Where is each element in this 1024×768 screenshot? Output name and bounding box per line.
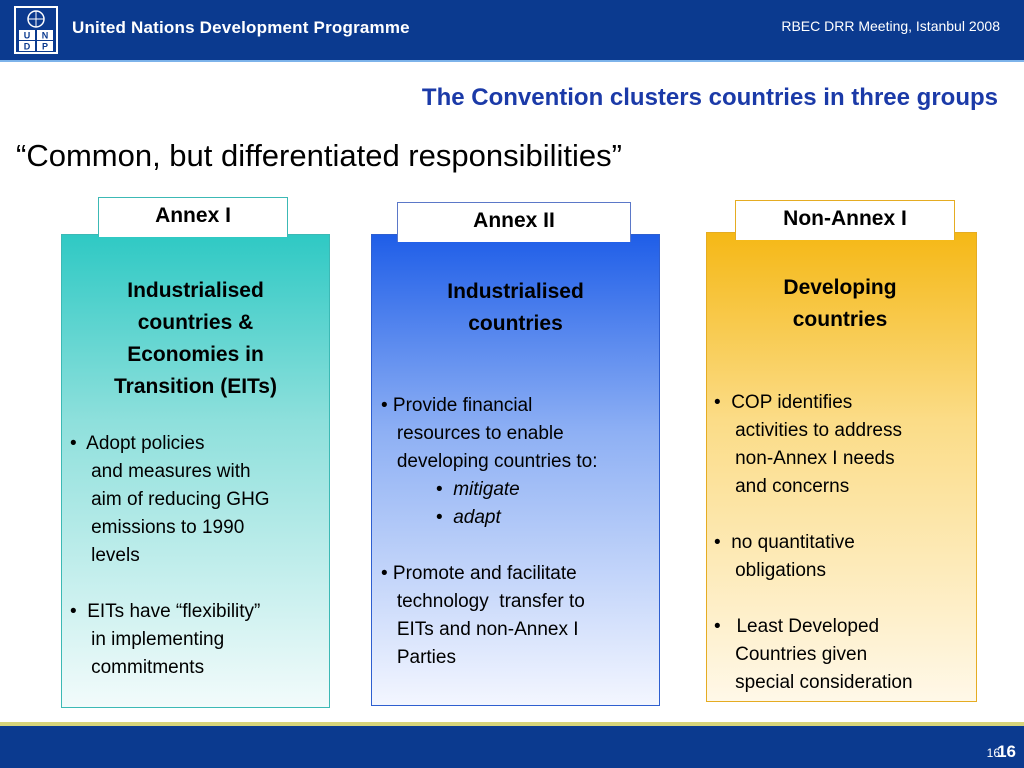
heading-line: Industrialised — [127, 279, 264, 302]
body-line: aim of reducing GHG — [70, 489, 270, 510]
annex-2-tab: Annex II — [397, 202, 631, 242]
body-line: and concerns — [714, 476, 850, 497]
body-line: • no quantitative — [714, 532, 855, 553]
body-line: • Promote and facilitate — [381, 563, 577, 584]
undp-logo-icon — [14, 6, 58, 54]
body-line: • Adopt policies — [70, 433, 205, 454]
heading-line: Industrialised — [447, 280, 584, 303]
sub-bullet-mitigate: • mitigate — [436, 479, 520, 500]
body-line: levels — [70, 545, 140, 566]
body-line: activities to address — [714, 420, 902, 441]
annex-2-heading — [372, 276, 659, 340]
body-line: • COP identifies — [714, 392, 853, 413]
sub-bullet-adapt: • adapt — [436, 507, 501, 528]
slide-subtitle: “Common, but differentiated responsibilities” — [16, 138, 622, 173]
body-spacer — [381, 532, 656, 560]
non-annex-1-heading — [740, 272, 940, 336]
logo-letter-n: N — [41, 30, 49, 41]
annex-1-tab: Annex I — [98, 197, 288, 237]
sub-bullet-text: mitigate — [453, 479, 520, 500]
header-bar — [0, 0, 1024, 60]
body-line: technology transfer to — [381, 591, 585, 612]
heading-line: Transition (EITs) — [114, 375, 277, 398]
body-line: developing countries to: — [381, 451, 598, 472]
logo-letter-u: U — [23, 30, 31, 41]
body-line: Countries given — [714, 644, 868, 665]
logo-letter-p: P — [41, 41, 49, 52]
logo-letter-d: D — [23, 41, 31, 52]
heading-line: countries — [468, 312, 563, 335]
heading-line: Economies in — [127, 343, 264, 366]
body-line: obligations — [714, 560, 826, 581]
body-line: • Least Developed — [714, 616, 880, 637]
body-line: • Provide financial — [381, 395, 533, 416]
heading-line: countries & — [137, 311, 254, 334]
sub-bullet-text: adapt — [453, 507, 501, 528]
body-line: resources to enable — [381, 423, 564, 444]
slide-title: The Convention clusters countries in three groups — [421, 84, 998, 111]
annex-2-body — [381, 392, 656, 672]
body-line: commitments — [70, 657, 205, 678]
body-line: EITs and non-Annex I — [381, 619, 579, 640]
footer-bar — [0, 726, 1024, 768]
non-annex-1-body — [714, 389, 972, 697]
page-number: 16 — [997, 742, 1016, 761]
non-annex-1-tab: Non-Annex I — [735, 200, 955, 240]
heading-line: countries — [792, 308, 888, 331]
annex-1-heading — [62, 275, 329, 403]
heading-line: Developing — [783, 276, 897, 299]
body-line: special consideration — [714, 672, 913, 693]
body-line: emissions to 1990 — [70, 517, 245, 538]
body-spacer — [70, 570, 325, 598]
body-line: • EITs have “flexibility” — [70, 601, 261, 622]
annex-1-body — [70, 430, 325, 682]
body-line: and measures with — [70, 461, 251, 482]
body-line: Parties — [381, 647, 456, 668]
org-name: United Nations Development Programme — [72, 18, 410, 37]
page-number-small: 16 — [986, 746, 1000, 760]
body-spacer — [714, 585, 972, 613]
body-spacer — [714, 501, 972, 529]
body-line: in implementing — [70, 629, 225, 650]
body-line: non-Annex I needs — [714, 448, 895, 469]
meeting-title: RBEC DRR Meeting, Istanbul 2008 — [781, 18, 1000, 34]
